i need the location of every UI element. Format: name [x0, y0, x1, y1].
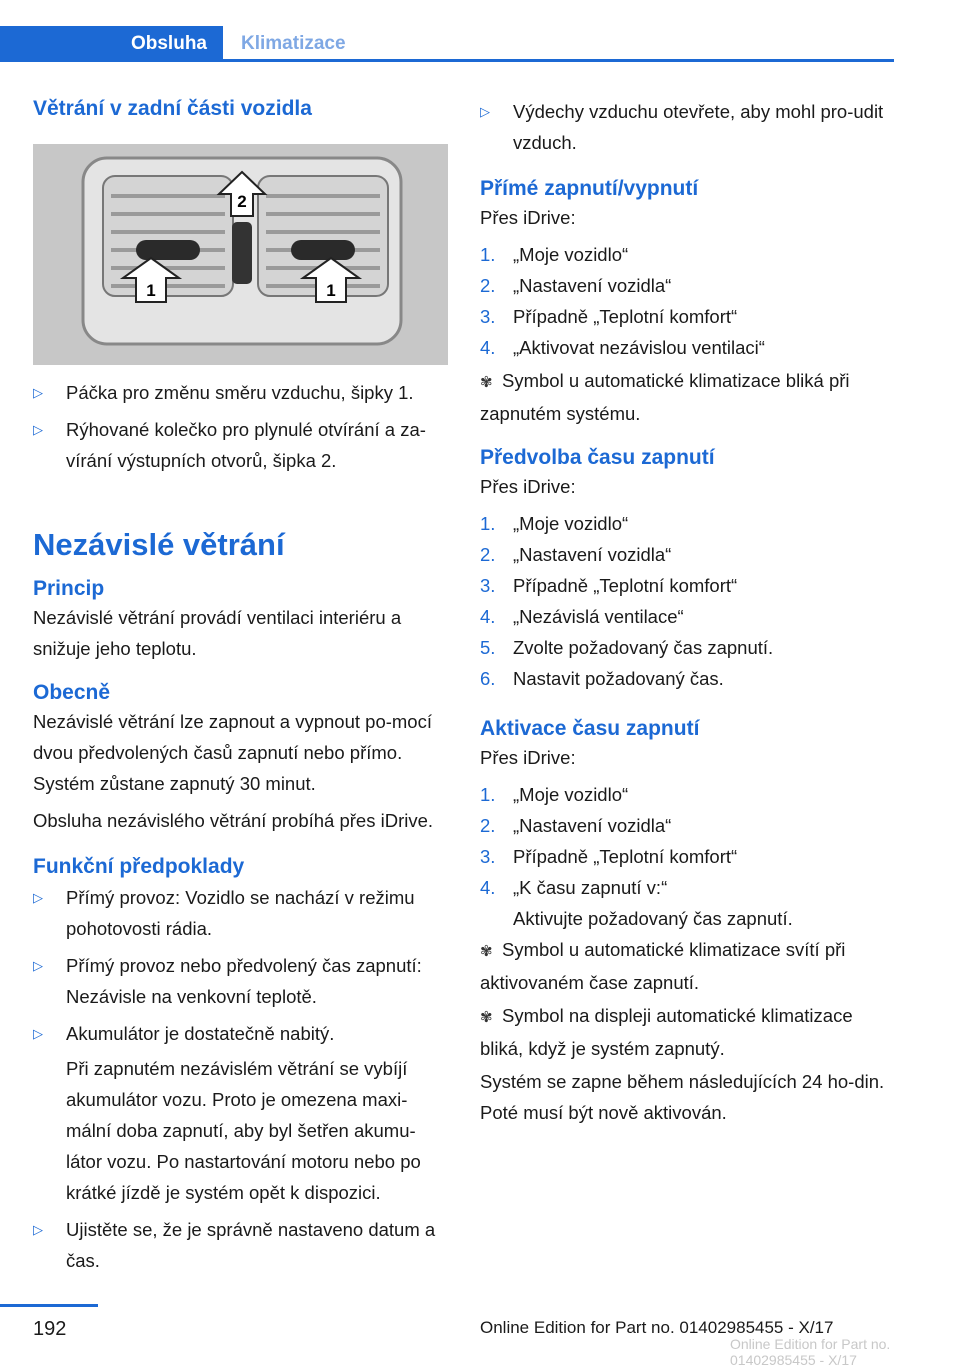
battery-note: Při zapnutém nezávislém větrání se vybíjí akumulátor vozu. Proto je omezena maxi-mální doba zapnutí, aby byl šetřen akumu-látor vozu. Po nastartování motoru nebo po krátké jízdě je systém opět k dispozici.: [66, 1058, 421, 1203]
left-column: [33, 96, 448, 1276]
list-item: 6. Nastavit požadovaný čas.: [480, 668, 724, 689]
final-text: Systém se zapne během následujících 24 ho-din. Poté musí být nově aktivován.: [480, 1071, 885, 1123]
bullet-text: Rýhované kolečko pro plynulé otvírání a za-vírání výstupních otvorů, šipka 2.: [66, 419, 426, 471]
triangle-bullet-icon: ▷: [33, 1222, 43, 1237]
obecne-text-2: Obsluha nezávislého větrání probíhá přes iDrive.: [33, 810, 434, 831]
steps-list-3: [480, 779, 895, 934]
header-tabs: [0, 26, 894, 62]
list-item: 4. „Aktivovat nezávislou ventilaci“: [480, 337, 765, 358]
heading-obecne: Obecně: [33, 681, 111, 704]
list-item: 3. Případně „Teplotní komfort“: [480, 846, 738, 867]
list-item: 2. „Nastavení vozidla“: [480, 544, 672, 565]
bullet-text: Páčka pro změnu směru vzduchu, šipky 1.: [66, 382, 414, 403]
step-text: „K času zapnutí v:“: [513, 877, 668, 898]
list-item: [33, 377, 448, 408]
obecne-text-1: Nezávislé větrání lze zapnout a vypnout po-mocí dvou předvolených časů zapnutí nebo přímo. Systém zůstane zapnutý 30 minut.: [33, 711, 432, 794]
symbol-note-2: ✾ Symbol u automatické klimatizace svítí při aktivovaném čase zapnutí.: [480, 934, 895, 998]
bullet-text: Přímý provoz: Vozidlo se nachází v režimu pohotovosti rádia.: [66, 887, 415, 939]
step-text: „Moje vozidlo“: [513, 784, 629, 805]
list-item: [480, 96, 895, 158]
step-text: „Aktivovat nezávislou ventilaci“: [513, 337, 765, 358]
list-item: [33, 882, 448, 944]
list-item: 1. „Moje vozidlo“: [480, 244, 629, 265]
list-item: 4. „Nezávislá ventilace“: [480, 606, 684, 627]
princip-text: Nezávislé větrání provádí ventilaci interiéru a snižuje jeho teplotu.: [33, 607, 402, 659]
triangle-bullet-icon: ▷: [33, 958, 43, 973]
triangle-bullet-icon: ▷: [33, 1026, 43, 1041]
triangle-bullet-icon: ▷: [33, 422, 43, 437]
heading-direct-on-off: Přímé zapnutí/vypnutí: [480, 177, 699, 200]
vent-bullet-list: [33, 377, 448, 476]
list-item: [33, 950, 448, 1012]
step-4-note: Aktivujte požadovaný čas zapnutí.: [513, 908, 793, 929]
bullet-text: Přímý provoz nebo předvolený čas zapnutí: Nezávisle na venkovní teplotě.: [66, 955, 422, 1007]
triangle-bullet-icon: ▷: [480, 104, 490, 119]
requirements-list: [33, 882, 448, 1276]
symbol-note-3: ✾ Symbol na displeji automatické klimatizace bliká, když je systém zapnutý.: [480, 1000, 895, 1064]
footer-accent-line: [0, 1304, 98, 1307]
watermark: Online Edition for Part no. 01402985455 - X/17: [730, 1336, 891, 1368]
step-text: „Nastavení vozidla“: [513, 815, 672, 836]
list-item: [33, 414, 448, 476]
fan-icon: ✾: [480, 374, 493, 391]
list-item: 3. Případně „Teplotní komfort“: [480, 306, 738, 327]
heading-independent-ventilation: Nezávislé větrání: [33, 527, 285, 562]
step-text: Nastavit požadovaný čas.: [513, 668, 724, 689]
bullet-text: Výdechy vzduchu otevřete, aby mohl pro-udit vzduch.: [513, 101, 884, 153]
triangle-bullet-icon: ▷: [33, 890, 43, 905]
heading-activate-time: Aktivace času zapnutí: [480, 717, 700, 740]
bullet-text: Ujistěte se, že je správně nastaveno datum a čas.: [66, 1219, 436, 1271]
arrow-label-1-right: 1: [326, 281, 336, 300]
list-item: 1. „Moje vozidlo“: [480, 513, 629, 534]
steps-list-1: [480, 239, 895, 363]
rear-vent-illustration: [33, 144, 448, 365]
step-text: Případně „Teplotní komfort“: [513, 306, 738, 327]
steps-list-2: [480, 508, 895, 694]
list-item: 2. „Nastavení vozidla“: [480, 275, 672, 296]
symbol-note-1: ✾ Symbol u automatické klimatizace bliká při zapnutém systému.: [480, 365, 895, 429]
triangle-bullet-icon: ▷: [33, 385, 43, 400]
step-text: „Moje vozidlo“: [513, 513, 629, 534]
edition-note: Online Edition for Part no. 01402985455 - X/17: [480, 1318, 834, 1337]
list-item: 4. „K času zapnutí v:“: [480, 877, 668, 898]
step-text: „Nastavení vozidla“: [513, 544, 672, 565]
step-text: „Nastavení vozidla“: [513, 275, 672, 296]
step-text: „Nezávislá ventilace“: [513, 606, 684, 627]
step-text: Případně „Teplotní komfort“: [513, 575, 738, 596]
via-idrive-1: Přes iDrive:: [480, 207, 576, 228]
page-number: 192: [33, 1318, 67, 1340]
list-item: 1. „Moje vozidlo“: [480, 784, 629, 805]
step-text: „Moje vozidlo“: [513, 244, 629, 265]
arrow-label-1-left: 1: [146, 281, 156, 300]
list-item: [33, 1214, 448, 1276]
via-idrive-3: Přes iDrive:: [480, 747, 576, 768]
list-item: 3. Případně „Teplotní komfort“: [480, 575, 738, 596]
heading-preset-time: Předvolba času zapnutí: [480, 446, 715, 469]
right-column: [480, 96, 895, 1128]
bullet-text: Akumulátor je dostatečně nabitý.: [66, 1023, 335, 1044]
list-item: [33, 1018, 448, 1049]
tab-klimatizace[interactable]: Klimatizace: [241, 33, 346, 54]
list-item: 5. Zvolte požadovaný čas zapnutí.: [480, 637, 774, 658]
header-underline: [223, 59, 894, 62]
fan-icon: ✾: [480, 943, 493, 960]
list-item: 2. „Nastavení vozidla“: [480, 815, 672, 836]
fan-icon: ✾: [480, 1009, 493, 1026]
via-idrive-2: Přes iDrive:: [480, 476, 576, 497]
heading-rear-ventilation: Větrání v zadní části vozidla: [33, 97, 312, 120]
arrow-label-2: 2: [237, 192, 247, 211]
tab-obsluha[interactable]: Obsluha: [0, 26, 223, 62]
step-text: Případně „Teplotní komfort“: [513, 846, 738, 867]
heading-princip: Princip: [33, 577, 105, 600]
step-text: Zvolte požadovaný čas zapnutí.: [513, 637, 774, 658]
heading-functional-requirements: Funkční předpoklady: [33, 855, 245, 878]
rear-vent-figure: [33, 144, 448, 365]
